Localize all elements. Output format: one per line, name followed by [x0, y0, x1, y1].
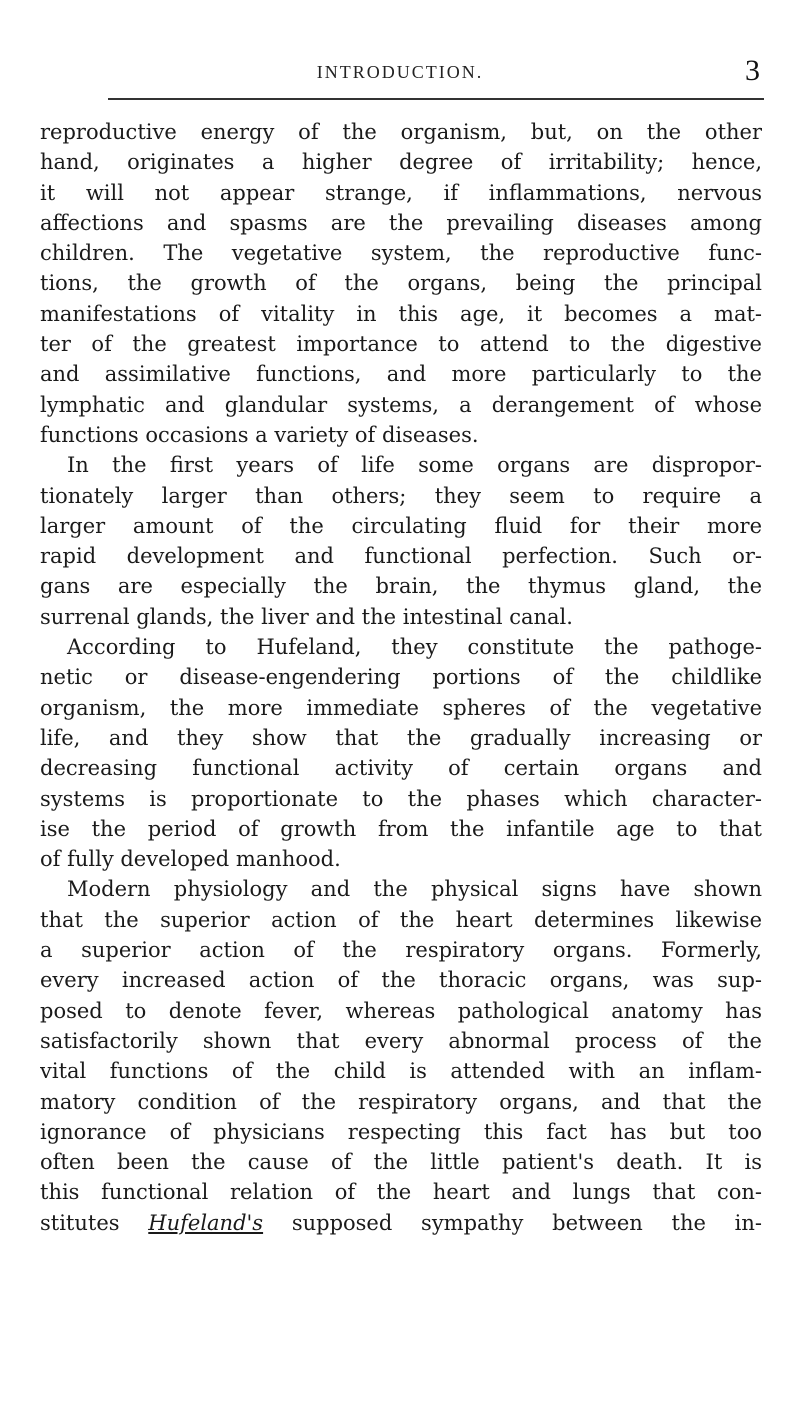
running-head: [40, 54, 760, 96]
text-line: lymphatic and glandular systems, a derangement of whose: [40, 392, 762, 417]
text-line: manifestations of vitality in this age, it becomes a mat-: [40, 301, 762, 326]
text-line: hand, originates a higher degree of irritability; hence,: [40, 150, 762, 175]
paragraph-start-line: Modern physiology and the physical signs have shown: [67, 877, 762, 902]
text-fragment: stitutes: [40, 1210, 149, 1235]
text-line: tions, the growth of the organs, being the principal: [40, 271, 762, 296]
text-line: matory condition of the respiratory organs, and that the: [40, 1089, 762, 1114]
text-line: of fully developed manhood.: [40, 847, 341, 872]
text-line: ter of the greatest importance to attend to the digestive: [40, 332, 762, 357]
text-line: surrenal glands, the liver and the intestinal canal.: [40, 604, 573, 629]
text-line: ignorance of physicians respecting this fact has but too: [40, 1119, 762, 1144]
text-line: affections and spasms are the prevailing diseases among: [40, 210, 762, 235]
text-line: functions occasions a variety of diseases.: [40, 422, 479, 447]
text-line: often been the cause of the little patient's death. It is: [40, 1150, 762, 1175]
text-line: ise the period of growth from the infantile age to that: [40, 816, 762, 841]
running-title: INTRODUCTION.: [316, 62, 484, 82]
text-line: decreasing functional activity of certain organs and: [40, 756, 762, 781]
text-line: life, and they show that the gradually increasing or: [40, 725, 762, 750]
text-line: a superior action of the respiratory organs. Formerly,: [40, 938, 762, 963]
italic-name: Hufeland's: [148, 1210, 264, 1235]
text-line: it will not appear strange, if inflammations, nervous: [40, 180, 762, 205]
text-line: children. The vegetative system, the reproductive func-: [40, 241, 762, 266]
text-line: this functional relation of the heart and lungs that con-: [40, 1180, 762, 1205]
text-line: netic or disease-engendering portions of the childlike: [40, 665, 762, 690]
text-line: larger amount of the circulating fluid for their more: [40, 513, 762, 538]
text-line: vital functions of the child is attended with an inflam-: [40, 1059, 762, 1084]
text-line: systems is proportionate to the phases which character-: [40, 786, 762, 811]
text-line: posed to denote fever, whereas pathological anatomy has: [40, 998, 762, 1023]
text-line: reproductive energy of the organism, but, on the other: [40, 120, 762, 144]
text-line: every increased action of the thoracic organs, was sup-: [40, 968, 762, 993]
body-text: [40, 117, 762, 1238]
text-line: organism, the more immediate spheres of the vegetative: [40, 695, 762, 720]
text-line: tionately larger than others; they seem to require a: [40, 483, 762, 508]
text-fragment: supposed sympathy between the in-: [263, 1210, 762, 1235]
text-line-final: [40, 1208, 762, 1238]
text-line: rapid development and functional perfection. Such or-: [40, 544, 762, 569]
text-line: gans are especially the brain, the thymus gland, the: [40, 574, 762, 599]
text-line: and assimilative functions, and more particularly to the: [40, 362, 762, 387]
text-line: that the superior action of the heart determines likewise: [40, 907, 762, 932]
paragraph-start-line: According to Hufeland, they constitute the pathoge-: [67, 635, 762, 660]
header-rule: [108, 98, 764, 100]
paragraph-start-line: In the first years of life some organs are dispropor-: [67, 453, 762, 478]
page-number: 3: [745, 54, 760, 87]
text-line: satisfactorily shown that every abnormal process of the: [40, 1028, 762, 1053]
